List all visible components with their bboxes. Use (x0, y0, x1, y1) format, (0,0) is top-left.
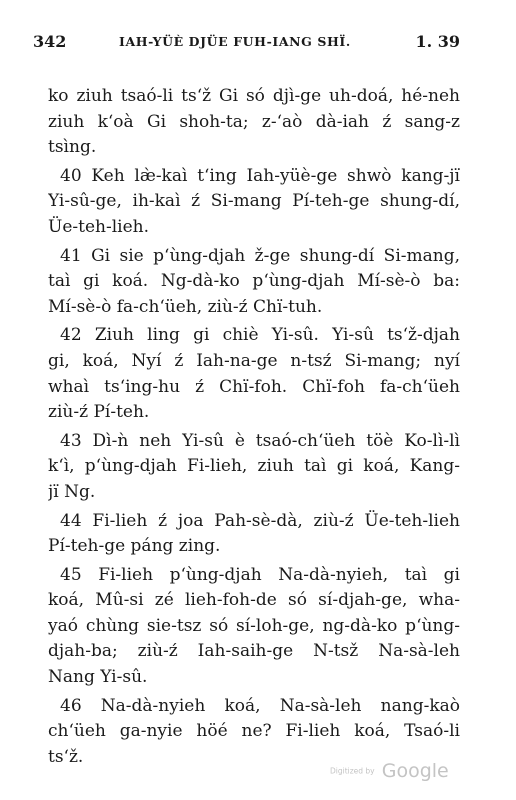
text-line: ts‘ž. (48, 746, 84, 767)
text-line: ziuh k‘oà Gi shoh-ta; z-‘aò dà-iah ź sang-z (48, 111, 460, 132)
text-line: ch‘üeh ga-nyie höé ne? Fi-lieh koá, Tsaó-li (48, 721, 460, 742)
text-line: djah-ba; ziù-ź Iah-saih-ge N-tsž Na-sà-leh (48, 641, 460, 662)
text-line: taì gi koá. Ng-dà-ko p‘ùng-djah Mí-sè-ò ba: (48, 271, 460, 292)
verse-45-line: 45 Fi-lieh p‘ùng-djah Na-dà-nyieh, taì gi (60, 564, 460, 585)
chapter-verse-reference: 1. 39 (415, 32, 460, 51)
verse-43-line: 43 Dì-ǹ neh Yi-sû è tsaó-ch‘üeh töè Ko-lì-lì (60, 430, 460, 451)
verse-42-line: 42 Ziuh ling gi chiè Yi-sû. Yi-sû ts‘ž-djah (60, 325, 460, 346)
text-line: Üe-teh-lieh. (48, 216, 150, 237)
text-line: Nang Yi-sû. (48, 667, 148, 688)
text-line: Pí-teh-ge páng zing. (48, 536, 221, 557)
text-line: tsìng. (48, 137, 97, 158)
text-line: koá, Mû-si zé lieh-foh-de só sí-djah-ge, wha- (48, 590, 460, 611)
text-line: Yi-sû-ge, ih-kaì ź Si-mang Pí-teh-ge shung-dí, (48, 191, 460, 212)
verse-41-line: 41 Gi sie p‘ùng-djah ž-ge shung-dí Si-mang, (60, 245, 460, 266)
verse-46-line: 46 Na-dà-nyieh koá, Na-sà-leh nang-kaò (60, 695, 460, 716)
text-line: ziù-ź Pí-teh. (48, 402, 150, 423)
digitized-by-label: Digitized by (330, 766, 375, 776)
google-logo: Google (381, 760, 449, 782)
text-line: gi, koá, Nyí ź Iah-na-ge n-tsź Si-mang; nyí (48, 350, 460, 371)
text-line: k‘ì, p‘ùng-djah Fi-lieh, ziuh taì gi koá, Kang- (48, 456, 460, 477)
page-number: 342 (33, 32, 67, 51)
running-head (33, 32, 460, 54)
verse-44-line: 44 Fi-lieh ź joa Pah-sè-dà, ziù-ź Üe-teh-lieh (60, 510, 460, 531)
text-line: jï Ng. (48, 481, 96, 502)
scripture-text (48, 84, 460, 770)
text-line: Mí-sè-ò fa-ch‘üeh, ziù-ź Chï-tuh. (48, 296, 323, 317)
text-line: ko ziuh tsaó-li ts‘ž Gi só djì-ge uh-doá, hé-neh (48, 86, 460, 106)
running-head-title: IAH-YÜÈ DJÜE FUH-IANG SHÏ. (119, 34, 351, 49)
text-line: whaì ts‘ing-hu ź Chï-foh. Chï-foh fa-ch‘üeh (48, 376, 460, 397)
verse-40-line: 40 Keh læ̀-kaì t‘ing Iah-yüè-ge shwò kang-jï (60, 165, 460, 186)
text-line: yaó chùng sie-tsz só sí-loh-ge, ng-dà-ko p‘ùng- (48, 615, 460, 636)
digitized-by-google-watermark (330, 760, 449, 782)
